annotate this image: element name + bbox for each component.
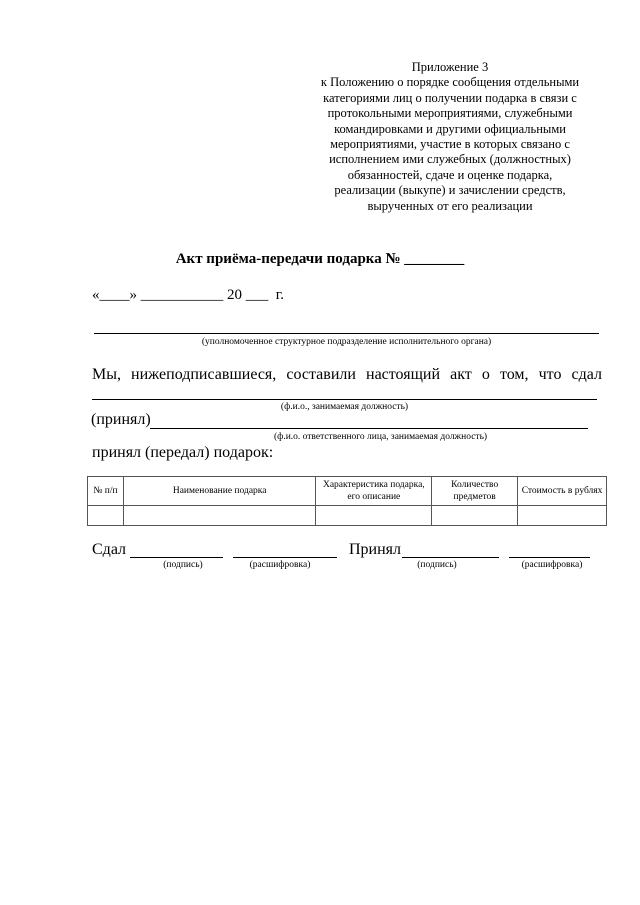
gave-signature-line[interactable] [130,557,223,558]
accepted-label: (принял) [91,411,151,428]
received-signature-caption: (подпись) [417,560,457,570]
table-cell[interactable] [88,506,124,526]
gift-table [87,476,607,526]
gave-signature-caption: (подпись) [163,560,203,570]
col-header-number: № п/п [88,477,124,506]
table-cell[interactable] [432,506,518,526]
fio-field-line[interactable] [92,399,597,400]
appendix-line: командировками и другими официальными [334,121,566,136]
org-field-line[interactable] [94,333,599,334]
responsible-caption: (ф.и.о. ответственного лица, занимаемая должность) [274,432,488,442]
gave-decoding-line[interactable] [233,557,337,558]
appendix-header [300,60,600,214]
date-line: «____» ___________ 20 ___ г. [92,287,284,303]
appendix-line: к Положению о порядке сообщения отдельными [320,75,580,90]
received-decoding-caption: (расшифровка) [521,560,583,570]
appendix-line: вырученных от его реализации [367,198,533,213]
col-header-description: Характеристика подарка, его описание [316,477,432,506]
received-label: Принял [349,541,402,558]
table-cell[interactable] [123,506,316,526]
table-cell[interactable] [316,506,432,526]
table-header-row [88,477,607,506]
received-signature-line[interactable] [402,557,499,558]
document-title: Акт приёма-передачи подарка № ________ [175,251,465,267]
col-header-cost: Стоимость в рублях [518,477,607,506]
accepted-gift-text: принял (передал) подарок: [92,444,274,461]
appendix-line: Приложение 3 [411,60,489,74]
org-caption: (уполномоченное структурное подразделение исполнительного органа) [201,337,492,347]
col-header-quantity: Количество предметов [432,477,518,506]
table-cell[interactable] [518,506,607,526]
appendix-line: категориями лиц о получении подарка в связи с [323,90,577,105]
appendix-line: протокольными мероприятиями, служебными [327,106,573,121]
statement-text: Мы, нижеподписавшиеся, составили настоящий акт о том, что сдал [92,366,602,383]
appendix-line: обязанностей, сдаче и оценке подарка, [347,167,553,182]
appendix-line: мероприятиями, участие в которых связано с [330,137,570,152]
gave-label: Сдал [92,541,127,558]
received-decoding-line[interactable] [509,557,590,558]
gave-decoding-caption: (расшифровка) [249,560,311,570]
col-header-name: Наименование подарка [123,477,316,506]
appendix-line: реализации (выкупе) и зачислении средств, [334,183,566,198]
appendix-line: исполнением ими служебных (должностных) [329,152,571,167]
table-row [88,506,607,526]
responsible-field-line[interactable] [150,428,588,429]
fio-caption: (ф.и.о., занимаемая должность) [280,402,409,412]
